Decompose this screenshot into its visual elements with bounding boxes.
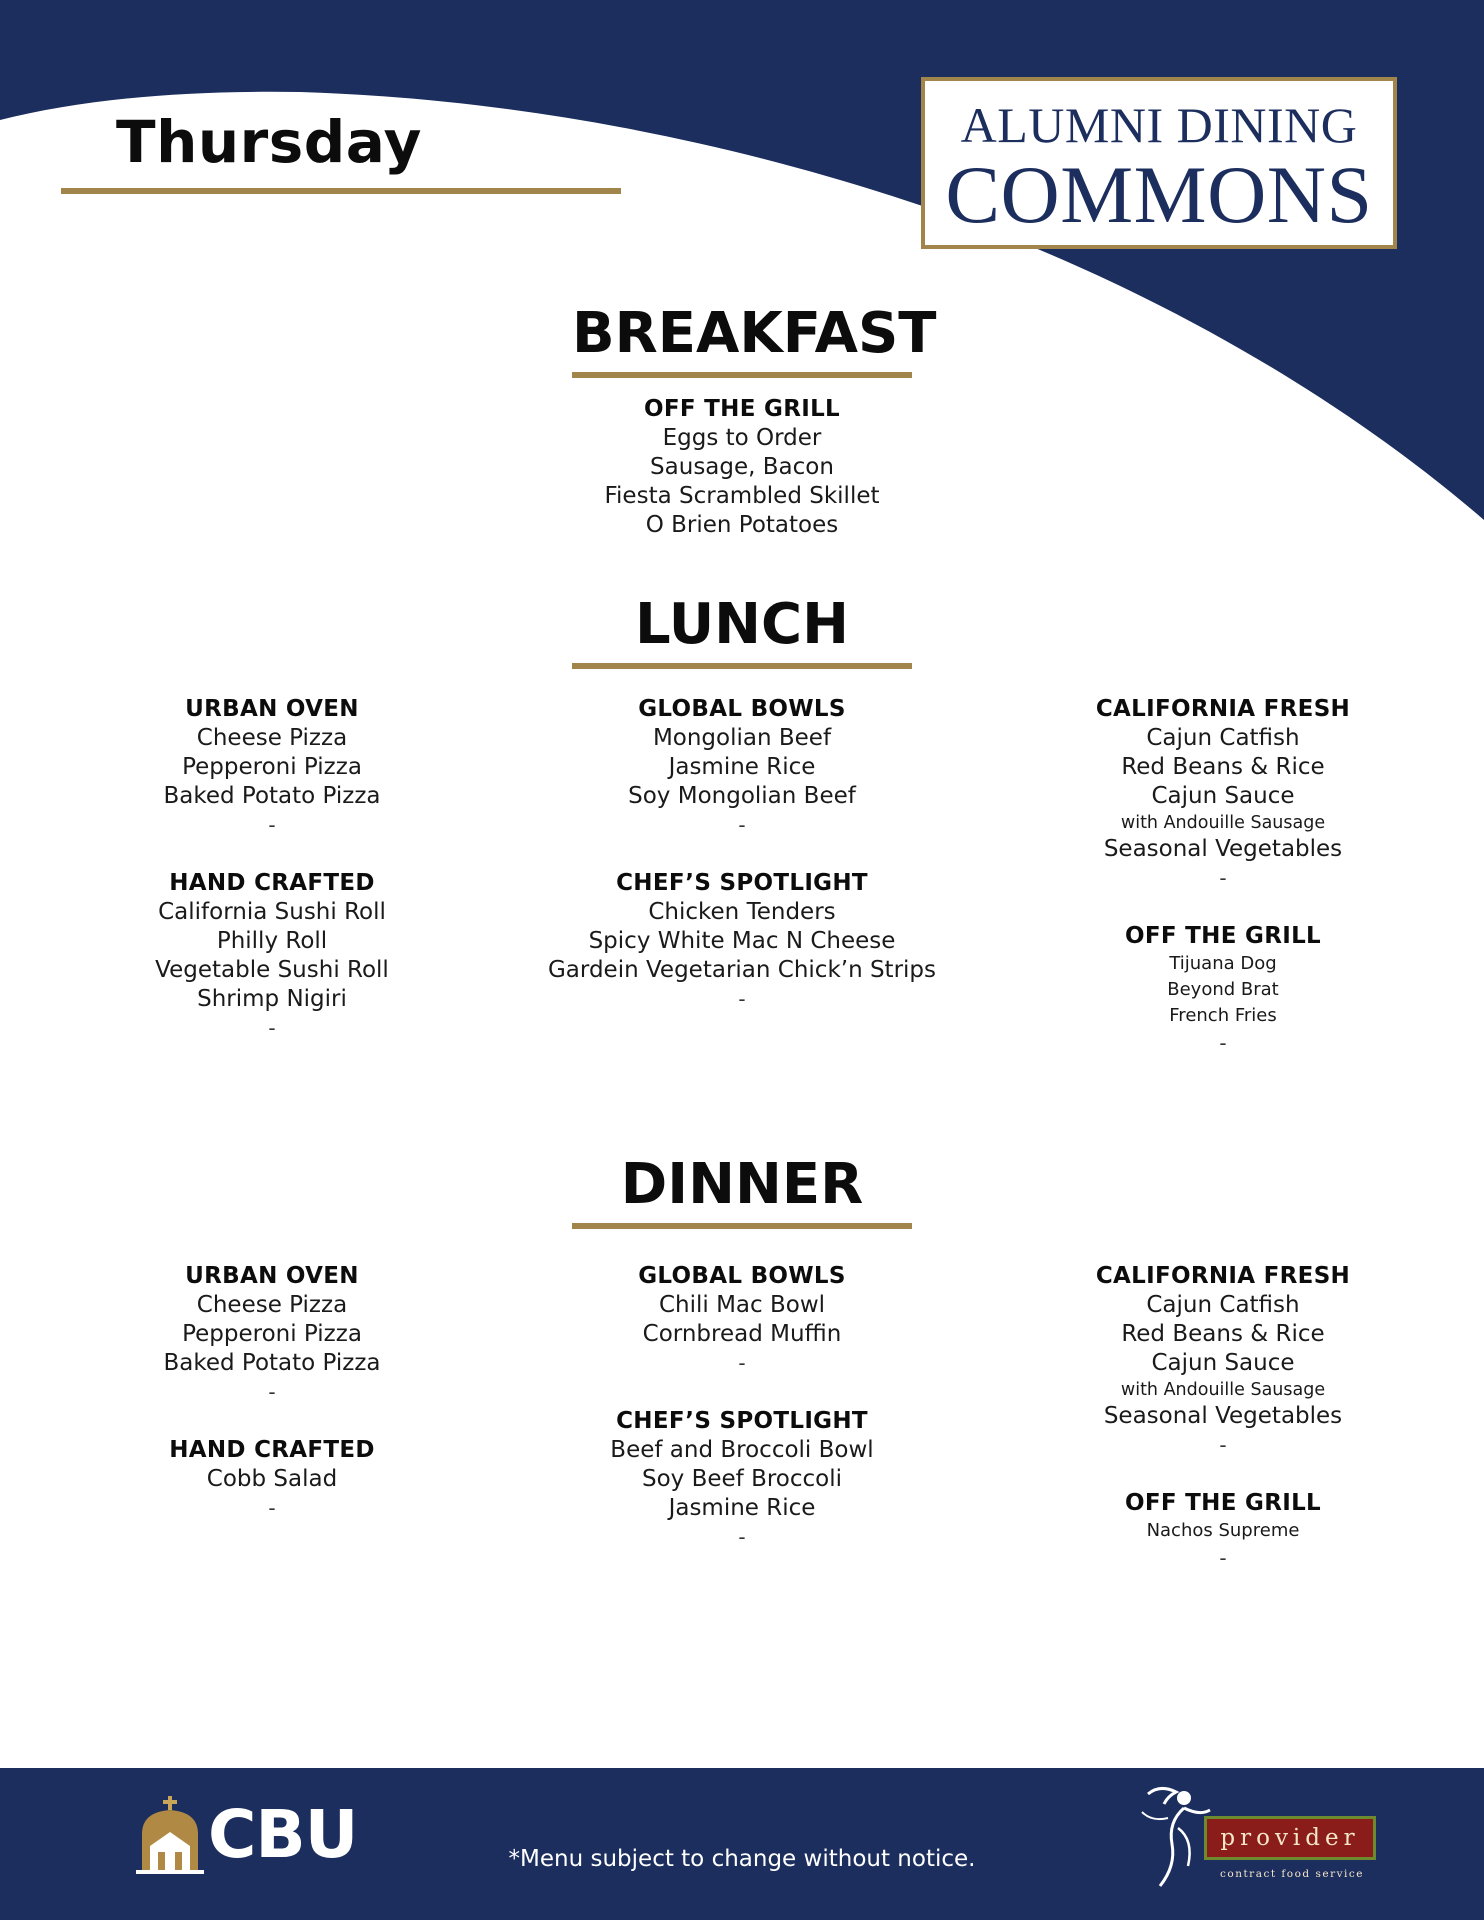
alumni-dining-commons-logo: [921, 77, 1397, 249]
dinner-underline: [572, 1223, 912, 1229]
menu-item: Soy Mongolian Beef: [628, 783, 856, 809]
menu-item: Seasonal Vegetables: [1103, 836, 1343, 862]
chapel-icon: [136, 1796, 208, 1876]
menu-item: Philly Roll: [216, 928, 328, 954]
station-end-dash: -: [1219, 1546, 1227, 1570]
lunch-urban-oven: [52, 695, 492, 840]
menu-item: Cajun Sauce: [1151, 1350, 1295, 1376]
station-name: OFF THE GRILL: [1125, 923, 1321, 949]
station-end-dash: -: [738, 1351, 746, 1375]
dinner-urban-oven: [52, 1262, 492, 1407]
provider-logo: [1138, 1782, 1388, 1892]
lunch-hand-crafted: [52, 869, 492, 1043]
dinner-california-fresh: [1003, 1262, 1443, 1460]
menu-item: Red Beans & Rice: [1121, 1321, 1325, 1347]
station-name: GLOBAL BOWLS: [638, 1263, 846, 1289]
menu-item: Spicy White Mac N Cheese: [588, 928, 896, 954]
menu-item: Pepperoni Pizza: [182, 754, 362, 780]
station-end-dash: -: [1219, 1031, 1227, 1055]
station-name: GLOBAL BOWLS: [638, 696, 846, 722]
station-end-dash: -: [1219, 866, 1227, 890]
station-end-dash: -: [738, 1525, 746, 1549]
logo-line1: ALUMNI DINING: [960, 97, 1358, 153]
station-end-dash: -: [738, 987, 746, 1011]
menu-item: Cheese Pizza: [196, 1292, 348, 1318]
menu-item: Cajun Sauce: [1151, 783, 1295, 809]
station-end-dash: -: [268, 1496, 276, 1520]
lunch-heading: [572, 593, 912, 669]
station-name: OFF THE GRILL: [1125, 1490, 1321, 1516]
menu-item: French Fries: [1169, 1005, 1277, 1026]
menu-item: Baked Potato Pizza: [163, 783, 381, 809]
menu-item: Cobb Salad: [206, 1466, 338, 1492]
menu-item: California Sushi Roll: [158, 899, 386, 925]
station-name: HAND CRAFTED: [169, 1437, 375, 1463]
menu-item: Cajun Catfish: [1146, 725, 1300, 751]
cbu-wordmark: CBU: [208, 1796, 358, 1873]
dinner-off-the-grill: [1003, 1489, 1443, 1573]
provider-wordmark: provider: [1220, 1825, 1360, 1851]
menu-item: Mongolian Beef: [652, 725, 832, 751]
dinner-global-bowls: [522, 1262, 962, 1378]
dinner-title: DINNER: [620, 1152, 864, 1217]
breakfast-title: BREAKFAST: [572, 301, 937, 366]
station-name: URBAN OVEN: [185, 696, 359, 722]
dinner-hand-crafted: [52, 1436, 492, 1523]
logo-line2: COMMONS: [945, 149, 1373, 240]
menu-item: Nachos Supreme: [1146, 1520, 1300, 1541]
day-title: Thursday: [116, 108, 422, 176]
menu-item: Jasmine Rice: [668, 1495, 816, 1521]
menu-item: Jasmine Rice: [668, 754, 816, 780]
menu-item-note: with Andouille Sausage: [1120, 813, 1326, 833]
menu-item: Cornbread Muffin: [642, 1321, 842, 1347]
menu-item: Shrimp Nigiri: [197, 986, 347, 1012]
menu-item: Red Beans & Rice: [1121, 754, 1325, 780]
menu-item: Vegetable Sushi Roll: [155, 957, 389, 983]
station-name: CALIFORNIA FRESH: [1095, 1263, 1351, 1289]
station-name: CHEF’S SPOTLIGHT: [616, 870, 868, 896]
breakfast-off-the-grill: [522, 395, 962, 540]
station-name: OFF THE GRILL: [644, 396, 840, 422]
menu-item: Cheese Pizza: [196, 725, 348, 751]
menu-item: Sausage, Bacon: [650, 454, 834, 480]
station-end-dash: -: [738, 813, 746, 837]
menu-item: Beyond Brat: [1167, 979, 1279, 1000]
lunch-underline: [572, 663, 912, 669]
lunch-global-bowls: [522, 695, 962, 840]
menu-item-note: with Andouille Sausage: [1120, 1380, 1326, 1400]
provider-tagline: contract food service: [1220, 1868, 1364, 1880]
menu-item: Seasonal Vegetables: [1103, 1403, 1343, 1429]
breakfast-heading: [572, 301, 937, 378]
station-end-dash: -: [268, 813, 276, 837]
menu-item: Chili Mac Bowl: [658, 1292, 826, 1318]
station-end-dash: -: [268, 1016, 276, 1040]
menu-item: Fiesta Scrambled Skillet: [604, 483, 880, 509]
lunch-off-the-grill: [1003, 922, 1443, 1058]
menu-disclaimer: *Menu subject to change without notice.: [508, 1846, 976, 1872]
lunch-california-fresh: [1003, 695, 1443, 893]
station-name: HAND CRAFTED: [169, 870, 375, 896]
menu-item: Cajun Catfish: [1146, 1292, 1300, 1318]
station-name: CALIFORNIA FRESH: [1095, 696, 1351, 722]
menu-item: Baked Potato Pizza: [163, 1350, 381, 1376]
breakfast-underline: [572, 372, 912, 378]
station-name: URBAN OVEN: [185, 1263, 359, 1289]
menu-item: Gardein Vegetarian Chick’n Strips: [547, 957, 937, 983]
cbu-logo: [136, 1796, 356, 1876]
dinner-heading: [572, 1153, 912, 1229]
station-end-dash: -: [268, 1380, 276, 1404]
station-end-dash: -: [1219, 1433, 1227, 1457]
menu-item: O Brien Potatoes: [645, 512, 839, 538]
dinner-chefs-spotlight: [522, 1407, 962, 1552]
station-name: CHEF’S SPOTLIGHT: [616, 1408, 868, 1434]
menu-item: Beef and Broccoli Bowl: [610, 1437, 874, 1463]
provider-wordmark-box: [1204, 1816, 1376, 1860]
menu-item: Soy Beef Broccoli: [641, 1466, 843, 1492]
lunch-chefs-spotlight: [522, 869, 962, 1014]
day-underline: [61, 188, 621, 194]
menu-item: Pepperoni Pizza: [182, 1321, 362, 1347]
menu-item: Tijuana Dog: [1169, 953, 1277, 974]
menu-item: Eggs to Order: [662, 425, 822, 451]
menu-item: Chicken Tenders: [648, 899, 836, 925]
lunch-title: LUNCH: [635, 592, 849, 657]
